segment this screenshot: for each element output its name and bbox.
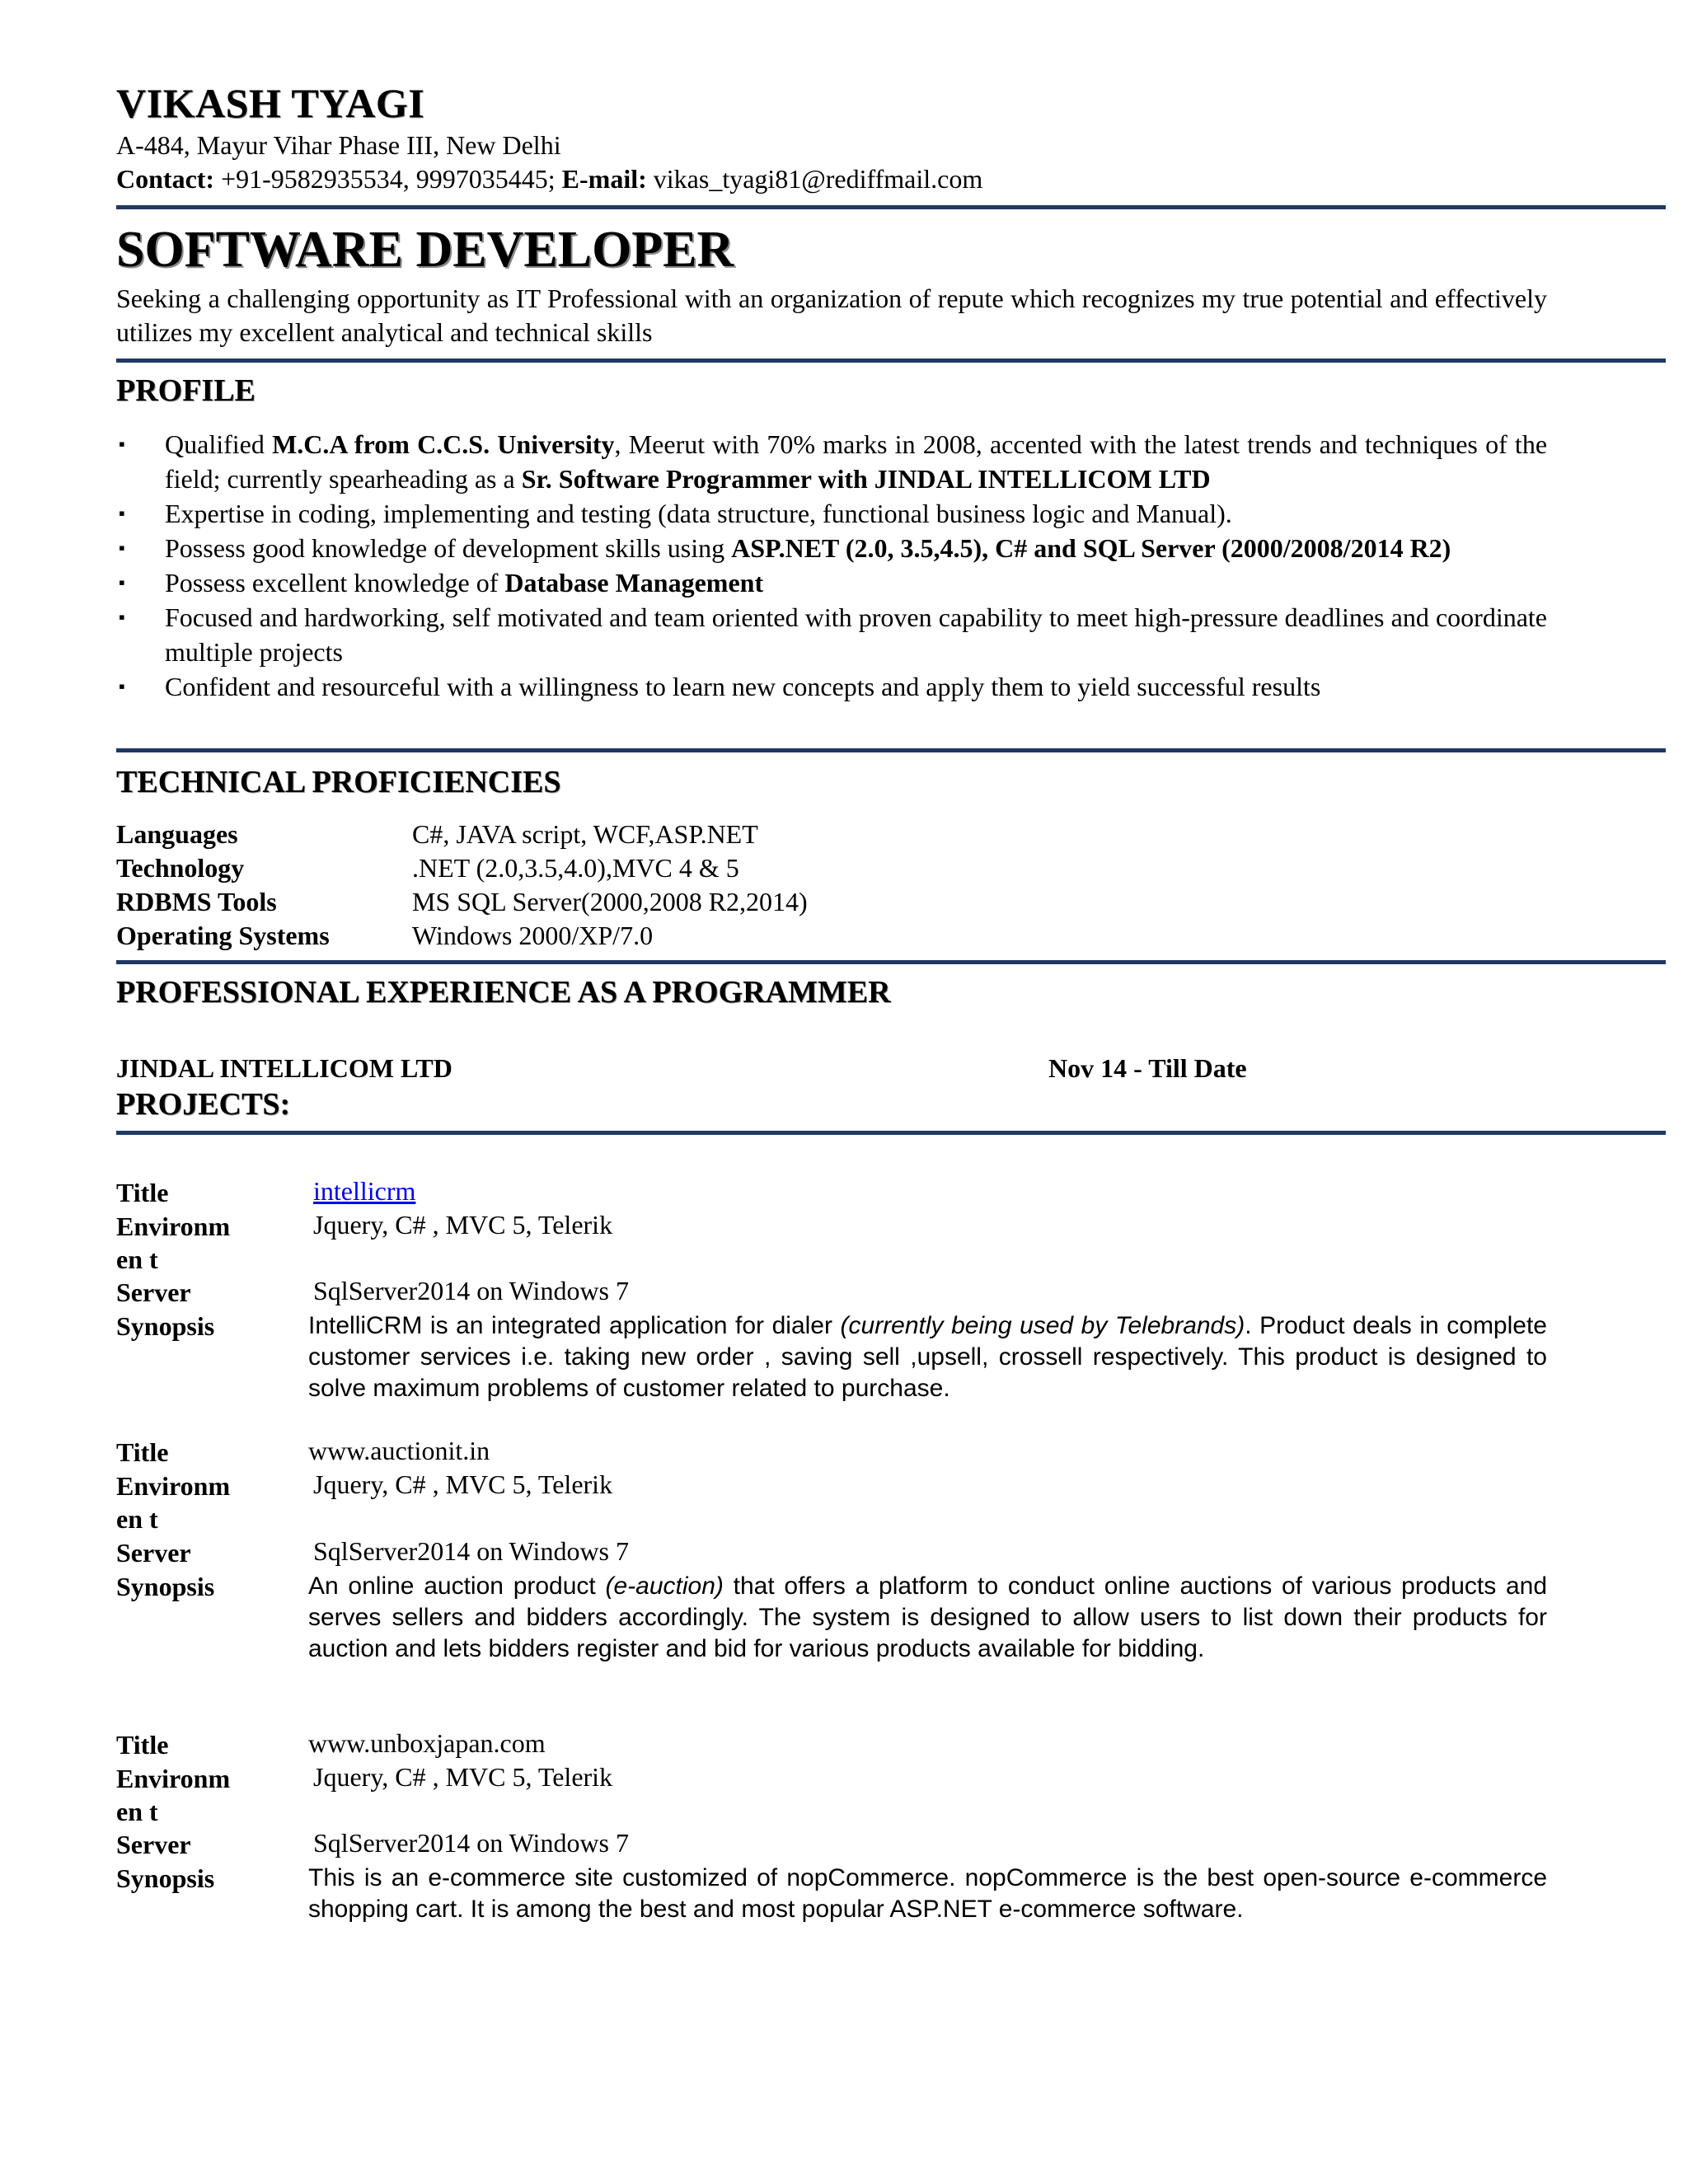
project-synopsis: IntelliCRM is an integrated application for dialer (currently being used by Telebrands). Product deals in complete customer services i.e. taking new order , saving sell ,upsell, crossell respectively. This product is designed to solve maximum problems of customer related to purchase. xyxy=(308,1312,1547,1402)
profile-item: ▪ Possess excellent knowledge of Database Management xyxy=(116,565,1547,600)
divider xyxy=(116,359,1666,363)
company-name: JINDAL INTELLICOM LTD xyxy=(116,1053,452,1083)
profile-item: ▪ Expertise in coding, implementing and testing (data structure, functional business logic and Manual). xyxy=(116,496,1547,531)
synopsis-label: Synopsis xyxy=(116,1863,215,1893)
project-title: www.unboxjapan.com xyxy=(308,1728,546,1758)
title-label: Title xyxy=(116,1178,169,1207)
environment-label: Environmen t xyxy=(116,1471,231,1534)
project-synopsis: This is an e-commerce site customized of nopCommerce. nopCommerce is the best open-source e-commerce shopping cart. It is among the best and most popular ASP.NET e-commerce software. xyxy=(308,1864,1547,1923)
environment-label: Environmen t xyxy=(116,1212,231,1274)
divider xyxy=(116,1131,1666,1135)
square-bullet-icon: ▪ xyxy=(119,503,125,523)
contact-label: Contact: xyxy=(116,164,215,194)
profile-list xyxy=(116,427,1547,704)
profile-item: ▪ Qualified M.C.A from C.C.S. University, Meerut with 70% marks in 2008, accented with the latest trends and techniques of the field; currently spearheading as a Sr. Software Programmer with JINDAL INTELLICOM LTD xyxy=(116,427,1547,496)
employment-dates: Nov 14 - Till Date xyxy=(1048,1053,1247,1083)
synopsis-label: Synopsis xyxy=(116,1572,215,1601)
project-title-link[interactable]: intellicrm xyxy=(313,1176,416,1206)
profile-item: ▪ Possess good knowledge of development skills using ASP.NET (2.0, 3.5,4.5), C# and SQL Server (2000/2008/2014 R2) xyxy=(116,531,1547,565)
experience-heading: PROFESSIONAL EXPERIENCE AS A PROGRAMMER xyxy=(116,975,891,1010)
divider xyxy=(116,960,1666,964)
square-bullet-icon: ▪ xyxy=(119,537,125,558)
divider xyxy=(116,205,1666,209)
technical-heading: TECHNICAL PROFICIENCIES xyxy=(116,765,561,799)
project-server: SqlServer2014 on Windows 7 xyxy=(313,1536,629,1566)
server-label: Server xyxy=(116,1538,191,1568)
objective-text: Seeking a challenging opportunity as IT Professional with an organization of repute which recognizes my true potential and effectively utilizes my excellent analytical and technical skills xyxy=(116,284,1547,347)
project-synopsis: An online auction product (e-auction) that offers a platform to conduct online auctions of various products and serves sellers and bidders accordingly. The system is designed to allow users to list down their products for auction and lets bidders register and bid for various products available for bidding. xyxy=(308,1572,1547,1662)
projects-heading: PROJECTS: xyxy=(116,1087,291,1122)
project-environment: Jquery, C# , MVC 5, Telerik xyxy=(313,1210,613,1240)
candidate-name: VIKASH TYAGI xyxy=(116,80,425,126)
project-title: www.auctionit.in xyxy=(308,1436,490,1465)
profile-heading: PROFILE xyxy=(116,373,256,408)
address: A-484, Mayur Vihar Phase III, New Delhi xyxy=(116,130,561,160)
profile-item: ▪ Focused and hardworking, self motivated and team oriented with proven capability to meet high-pressure deadlines and coordinate multiple projects xyxy=(116,600,1547,669)
server-label: Server xyxy=(116,1830,191,1859)
contact-line xyxy=(116,164,982,194)
email-address: vikas_tyagi81@rediffmail.com xyxy=(646,164,983,194)
synopsis-label: Synopsis xyxy=(116,1311,215,1341)
square-bullet-icon: ▪ xyxy=(119,572,125,593)
resume-page: VIKASH TYAGI A-484, Mayur Vihar Phase III, New Delhi Contact: +91-9582935534, 9997035445; E-mail: vikas_tyagi81@rediffmail.com SOFTWARE DEVELOPER Seeking a challenging opportunity as IT Professional with an organization of repute which recognizes my true potential and effectively utilizes my excellent analytical and technical skills PROFILE ▪ Qualified M.C.A from C.C.S. University, Meerut with 70% marks in 2008, accented with the latest trends and techniques of the field; currently spearheading as a Sr. Software Programmer with JINDAL INTELLICOM LTD ▪ Expertise in coding, implementing and testing (data structure, functional business logic and Manual). ▪ Possess good knowledge of development skills using ASP.NET (2.0, 3.5,4.5), C# and SQL Server (2000/2008/2014 R2) ▪ Possess excellent knowledge of Database Management ▪ Focused and hardworking, self motivated and team oriented with proven capability to meet high-pressure deadlines and coordinate multiple projects ▪ Confident and resourceful with a willingness to learn new concepts and apply them to yield successful results TECHNICAL PROFICIENCIES Languages C#, JAVA script, WCF,ASP.NET Technology .NET (2.0,3.5,4.0),MVC 4 & 5 RDBMS Tools MS SQL Server(2000,2008 R2,2014) Operating Systems Windows 2000/XP/7.0 PROFESSIONAL EXPERIENCE AS A PROGRAMMER JINDAL INTELLICOM LTD Nov 14 - Till Date PROJECTS: Title intellicrm Environmen t Jquery, C# , MVC 5, Telerik Server SqlServer2014 on Windows 7 Synopsis IntelliCRM is an integrated application for dialer (currently being used by Telebrands). Product deals in complete customer services i.e. taking new order , saving sell ,upsell, crossell respectively. This product is designed to solve maximum problems of customer related to purchase. Title www.auctionit.in Environmen t Jquery, C# , MVC 5, Telerik Server SqlServer2014 on Windows 7 Synopsis An online auction product (e-auction) that offers a platform to conduct online auctions of various products and serves sellers and bidders accordingly. The system is designed to allow users to list down their products for auction and lets bidders register and bid for various products available for bidding. Title www.unboxjapan.com Environmen t Jquery, C# , MVC 5, Telerik Server SqlServer2014 on Windows 7 Synopsis This is an e-commerce site customized of nopCommerce. nopCommerce is the best open-source e-commerce shopping cart. It is among the best and most popular ASP.NET e-commerce software. xyxy=(0,0,1688,2184)
project-environment: Jquery, C# , MVC 5, Telerik xyxy=(313,1469,613,1499)
server-label: Server xyxy=(116,1277,191,1307)
divider xyxy=(116,748,1666,752)
square-bullet-icon: ▪ xyxy=(119,434,125,454)
project-server: SqlServer2014 on Windows 7 xyxy=(313,1828,629,1858)
project-environment: Jquery, C# , MVC 5, Telerik xyxy=(313,1762,613,1792)
title-label: Title xyxy=(116,1437,169,1467)
square-bullet-icon: ▪ xyxy=(119,676,125,696)
contact-phones: +91-9582935534, 9997035445; xyxy=(214,164,562,194)
email-label: E-mail: xyxy=(561,164,647,194)
environment-label: Environmen t xyxy=(116,1764,231,1826)
job-headline: SOFTWARE DEVELOPER xyxy=(116,222,734,278)
project-server: SqlServer2014 on Windows 7 xyxy=(313,1276,629,1305)
profile-item: ▪ Confident and resourceful with a willingness to learn new concepts and apply them to yield successful results xyxy=(116,669,1547,704)
square-bullet-icon: ▪ xyxy=(119,607,125,627)
title-label: Title xyxy=(116,1730,169,1760)
